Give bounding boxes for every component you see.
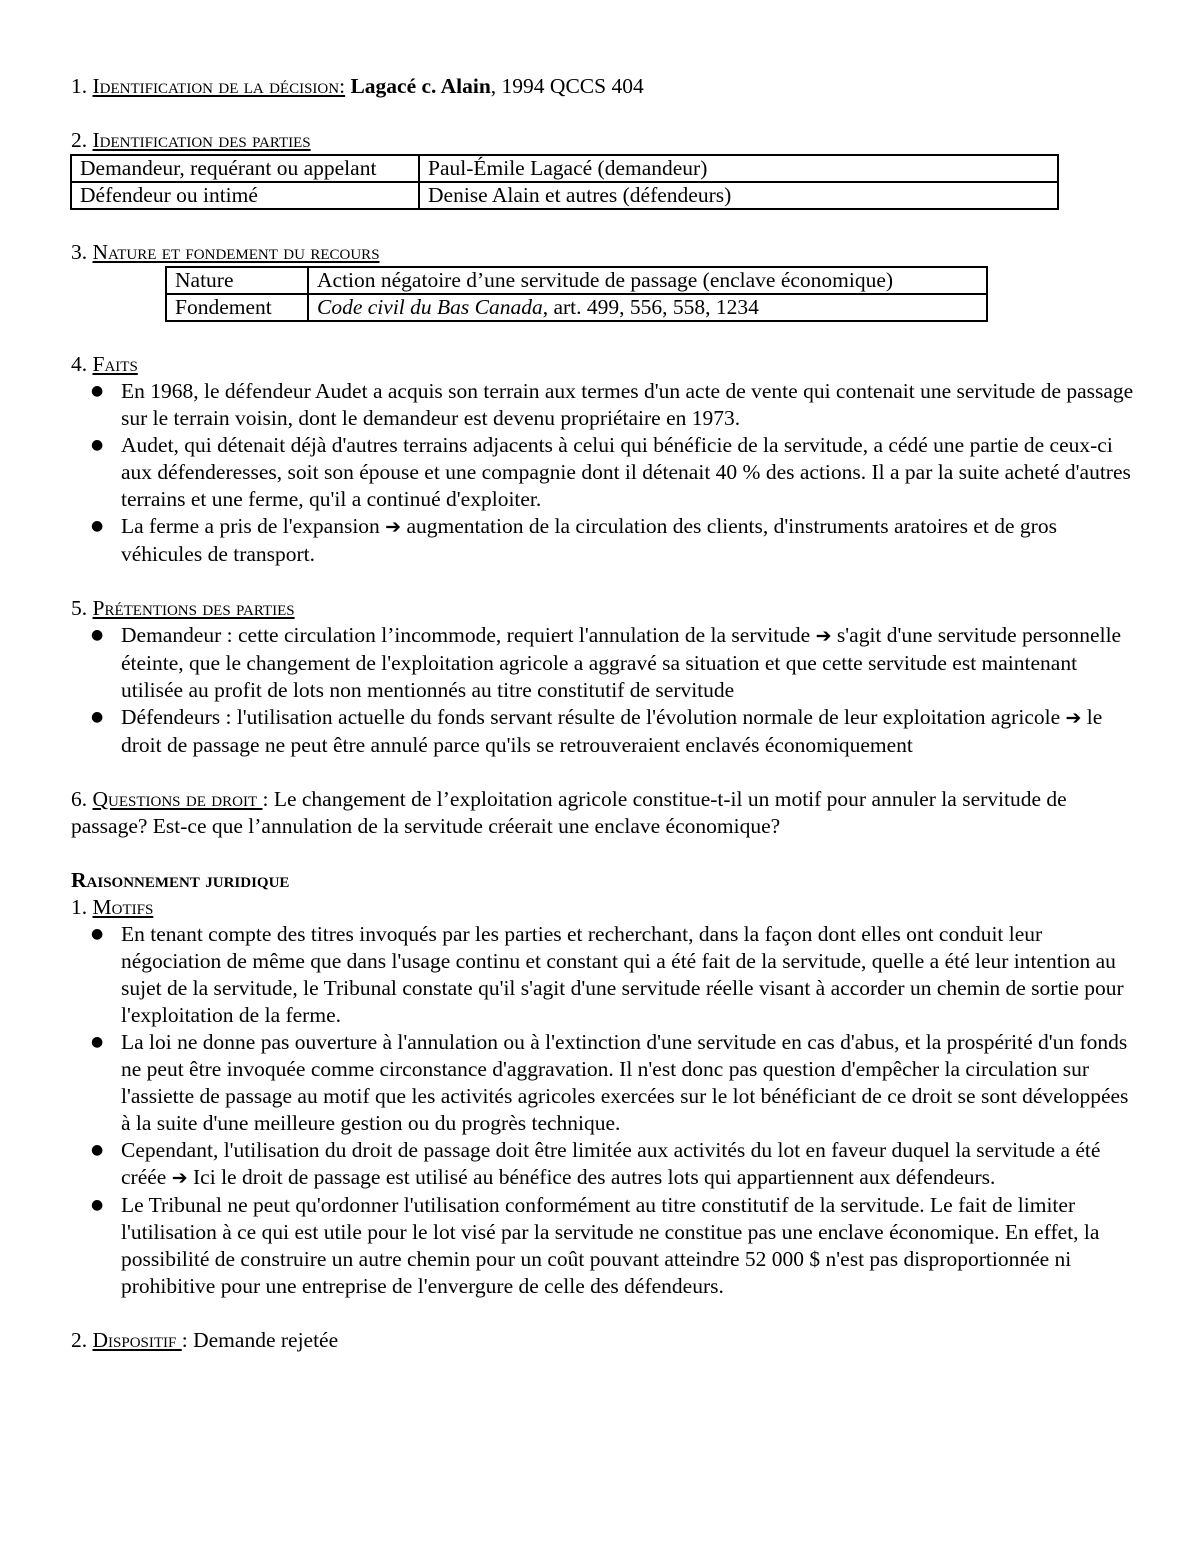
parties-table (70, 154, 1059, 210)
claims-list (71, 622, 1136, 759)
arrow-right-icon: ➔ (815, 625, 832, 647)
arrow-right-icon: ➔ (385, 516, 402, 538)
reasoning-title: Raisonnement juridique (71, 868, 290, 892)
section-heading: Nature et fondement du recours (92, 240, 380, 264)
list-item-text: Cependant, l'utilisation du droit de passage doit être limitée aux activités du lot en faveur duquel la servitude a été créée (121, 1138, 1101, 1189)
list-item-text: augmentation de la circulation des clients, d'instruments aratoires et de gros véhicules de transport. (121, 514, 1057, 566)
code-reference: Code civil du Bas Canada (317, 295, 543, 319)
list-item-text: Demandeur : cette circulation l’incommode, requiert l'annulation de la servitude (121, 623, 816, 647)
table-row (166, 294, 987, 321)
section-motives-heading (71, 894, 1136, 921)
list-item-text: La ferme a pris de l'expansion (121, 514, 386, 538)
section-heading: Identification de la décision: (92, 74, 346, 98)
section-parties-heading (71, 127, 1136, 154)
nature-table (165, 266, 988, 322)
section-number: 1. (71, 895, 93, 919)
disposition-text: : Demande rejetée (181, 1328, 339, 1352)
section-heading: Prétentions des parties (92, 596, 295, 620)
section-disposition (71, 1327, 1136, 1354)
party-name-cell: Denise Alain et autres (défendeurs) (419, 182, 1058, 209)
section-heading: Questions de droit (92, 787, 263, 811)
motives-list (71, 921, 1136, 1300)
list-item (71, 622, 1136, 704)
case-citation: , 1994 QCCS 404 (490, 74, 644, 98)
section-facts-heading (71, 351, 1136, 378)
fondement-label-cell: Fondement (166, 294, 308, 321)
list-item-text: s'agit d'une servitude personnelle éteinte, que le changement de l'exploitation agricole a aggravé sa situation et que cette servitude est maintenant utilisée au profit de lots non mentionnés au titre constitutif de servitude (121, 623, 1122, 702)
list-item (71, 513, 1136, 568)
fondement-value-cell (308, 294, 987, 321)
section-legal-questions (71, 786, 1136, 840)
section-number: 6. (71, 787, 93, 811)
list-item: ● En 1968, le défendeur Audet a acquis son terrain aux termes d'un acte de vente qui contenait une servitude de passage sur le terrain voisin, dont le demandeur est devenu propriétaire en 1973. (71, 378, 1136, 432)
arrow-right-icon: ➔ (1065, 707, 1082, 729)
section-claims-heading (71, 595, 1136, 622)
table-row (71, 155, 1058, 182)
section-number: 5. (71, 596, 93, 620)
section-heading: Dispositif (92, 1328, 182, 1352)
article-reference: , art. 499, 556, 558, 1234 (542, 295, 759, 319)
list-item-text: Ici le droit de passage est utilisé au bénéfice des autres lots qui appartiennent aux défendeurs. (187, 1165, 996, 1189)
section-number: 1. (71, 74, 93, 98)
table-row (71, 182, 1058, 209)
table-row (166, 267, 987, 294)
document-page (71, 73, 1136, 1354)
list-item-text: Défendeurs : l'utilisation actuelle du fonds servant résulte de l'évolution normale de leur exploitation agricole (121, 705, 1066, 729)
facts-list (71, 378, 1136, 568)
section-heading: Identification des parties (92, 128, 311, 152)
section-heading: Faits (92, 352, 138, 376)
arrow-right-icon: ➔ (171, 1167, 188, 1189)
list-item-text: le droit de passage ne peut être annulé parce qu'ils se retrouveraient enclavés économiquement (121, 705, 1103, 757)
list-item (71, 1137, 1136, 1192)
list-item: ● Audet, qui détenait déjà d'autres terrains adjacents à celui qui bénéficie de la servitude, a cédé une partie de ceux-ci aux défenderesses, soit son épouse et une compagnie dont il détenait 40 % des actions. Il a par la suite acheté d'autres terrains et une ferme, qu'il a continué d'exploiter. (71, 432, 1136, 513)
party-name-cell: Paul-Émile Lagacé (demandeur) (419, 155, 1058, 182)
section-number: 4. (71, 352, 93, 376)
party-role-cell: Demandeur, requérant ou appelant (71, 155, 419, 182)
section-number: 2. (71, 128, 93, 152)
section-number: 2. (71, 1328, 93, 1352)
nature-value-cell: Action négatoire d’une servitude de passage (enclave économique) (308, 267, 987, 294)
section-number: 3. (71, 240, 93, 264)
list-item: ● Le Tribunal ne peut qu'ordonner l'utilisation conformément au titre constitutif de la servitude. Le fait de limiter l'utilisation à ce qui est utile pour le lot visé par la servitude ne constitue pas une enclave économique. En effet, la possibilité de construire un autre chemin pour un coût pouvant atteindre 52 000 $ n'est pas disproportionnée ni prohibitive pour une entreprise de l'envergure de celle des défendeurs. (71, 1192, 1136, 1300)
section-nature-heading (71, 239, 1136, 266)
party-role-cell: Défendeur ou intimé (71, 182, 419, 209)
legal-questions-text: : Le changement de l’exploitation agricole constitue-t-il un motif pour annuler la servitude de passage? Est-ce que l’annulation de la servitude créerait une enclave économique? (71, 787, 1067, 838)
section-heading: Motifs (92, 895, 154, 919)
section-decision-identification (71, 73, 1136, 100)
list-item: ● La loi ne donne pas ouverture à l'annulation ou à l'extinction d'une servitude en cas d'abus, et la prospérité d'un fonds ne peut être invoquée comme circonstance d'aggravation. Il n'est donc pas question d'empêcher la circulation sur l'assiette de passage au motif que les activités agricoles exercées sur le lot bénéficiant de ce droit se sont développées à la suite d'une meilleure gestion ou du progrès technique. (71, 1029, 1136, 1137)
list-item: ● En tenant compte des titres invoqués par les parties et recherchant, dans la façon dont elles ont conduit leur négociation de même que dans l'usage continu et constant qui a été fait de la servitude, quelle a été leur intention au sujet de la servitude, le Tribunal constate qu'il s'agit d'une servitude réelle visant à accorder un chemin de sortie pour l'exploitation de la ferme. (71, 921, 1136, 1029)
list-item (71, 704, 1136, 759)
case-name: Lagacé c. Alain (350, 74, 491, 98)
nature-label-cell: Nature (166, 267, 308, 294)
